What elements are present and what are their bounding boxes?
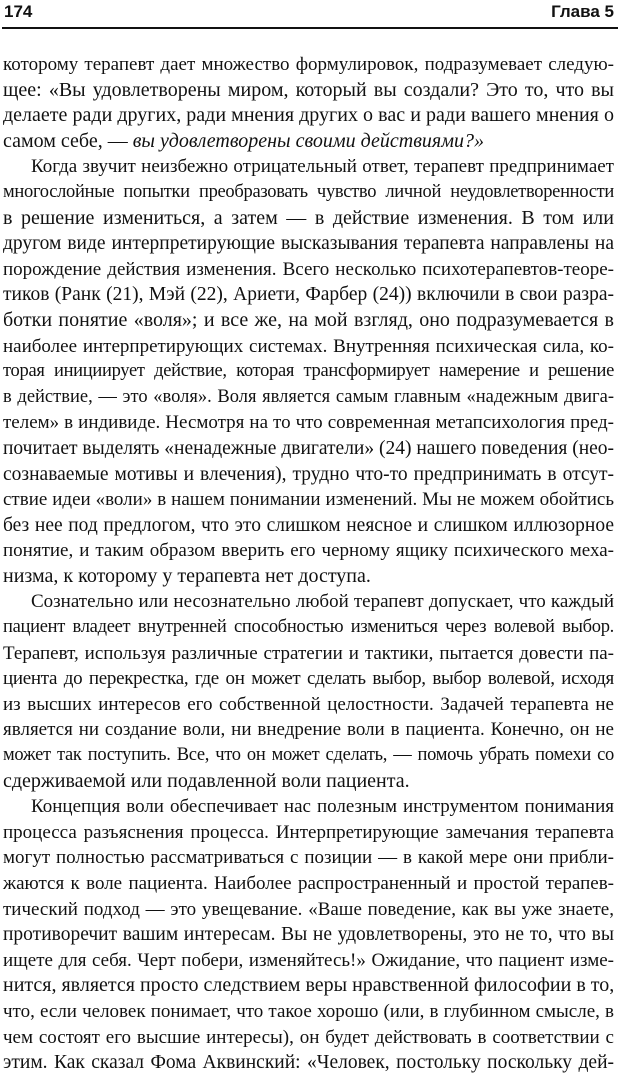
text-line: этим. Как сказал Фома Аквинский: «Человек, постольку поскольку дей- bbox=[3, 1052, 614, 1074]
text-line: делаете ради других, ради мнения других о вас и ради вашего мнения о bbox=[3, 104, 614, 127]
text-line: может так поступить. Все, что он может сделать, — помочь убрать помехи со bbox=[3, 745, 614, 766]
text-line: процесса разъяснения процесса. Интерпретирующие замечания терапевта bbox=[3, 821, 614, 843]
text-line: торая инициирует действие, которая трансформирует намерение и решение bbox=[3, 361, 614, 382]
header-rule bbox=[2, 27, 618, 29]
text-line: которому терапевт дает множество формулировок, подразумевает следую- bbox=[3, 54, 614, 75]
text-line: низма, к которому у терапевта нет доступа. bbox=[3, 564, 371, 587]
text-line: жаются к воле пациента. Наиболее распространенный и простой терапев- bbox=[3, 873, 614, 894]
text-line: в действие, — это «воля». Воля является самым главным «надежным двига- bbox=[3, 386, 614, 407]
text-line: чем состоят его высшие интересы), он будет действовать в соответствии с bbox=[3, 1026, 614, 1048]
text-line: что, если человек понимает, что такое хорошо (или, в глубинном смысле, в bbox=[3, 1000, 614, 1022]
text-line: является ни создание воли, ни внедрение воли в пациента. Конечно, он не bbox=[3, 719, 614, 741]
paragraph-start-line: Концепция воли обеспечивает нас полезным инструментом понимания bbox=[31, 796, 614, 818]
text-line: тический подход — это увещевание. «Ваше поведение, как вы уже знаете, bbox=[3, 898, 614, 920]
text-line: понятие, и таким образом вверить его черному ящику психического меха- bbox=[3, 540, 614, 562]
text-line: ствие идеи «воли» в нашем понимании изменений. Мы не можем обойтись bbox=[3, 489, 614, 511]
text-line: Терапевт, используя различные стратегии и тактики, пытается довести па- bbox=[3, 642, 614, 664]
chapter-title: Глава 5 bbox=[551, 2, 614, 21]
text-line: телем» в индивиде. Несмотря на то что современная метапсихология пред- bbox=[3, 412, 614, 434]
text-segment: самом себе, — bbox=[3, 129, 133, 152]
emphasis-text: вы удовлетворены своими действиями?» bbox=[132, 129, 484, 152]
text-line: ботки понятие «воля»; и все же, на мой взгляд, оно подразумевается в bbox=[3, 308, 614, 331]
text-line: из высших интересов его собственной целостности. Задачей терапевта не bbox=[3, 693, 614, 715]
text-line: противоречит вашим интересам. Вы не удовлетворены, это не то, что вы bbox=[3, 924, 614, 946]
text-line: пациент владеет внутренней способностью измениться через волевой выбор. bbox=[3, 617, 614, 638]
text-line: почитает выделять «ненадежные двигатели» (24) нашего поведения (нео- bbox=[3, 437, 615, 459]
text-line: щее: «Вы удовлетворены миром, который вы создали? Это то, что вы bbox=[3, 78, 614, 101]
text-line: сдерживаемой или подавленной воли пациента. bbox=[3, 769, 410, 792]
text-line: могут полностью рассматриваться с позиции — в какой мере они прибли- bbox=[3, 847, 614, 869]
text-line: наиболее интерпретирующих системах. Внутренняя психическая сила, ко- bbox=[3, 335, 614, 357]
text-line: другом виде интерпретирующие высказывания терапевта направлены на bbox=[3, 233, 614, 255]
text-line: тиков (Ранк (21), Мэй (22), Ариети, Фарбер (24)) включили в свои разра- bbox=[3, 284, 614, 306]
text-line: в решение измениться, а затем — в действие изменения. В том или bbox=[3, 206, 614, 229]
text-line: порождение действия изменения. Всего несколько психотерапевтов-теоре- bbox=[3, 258, 614, 280]
text-line: циента до перекрестка, где он может сделать выбор, выбор волевой, исходя bbox=[3, 668, 614, 690]
page-header bbox=[4, 2, 614, 24]
text-line: многослойные попытки преобразовать чувство личной неудовлетворенности bbox=[3, 181, 614, 202]
text-line: нится, является просто следствием веры нравственной философии в то, bbox=[3, 974, 615, 997]
paragraph-start-line: Сознательно или несознательно любой терапевт допускает, что каждый bbox=[31, 591, 614, 613]
text-line: сознаваемые мотивы и влечения), трудно что-то предпринимать в отсут- bbox=[3, 463, 614, 485]
text-line bbox=[3, 129, 614, 155]
paragraph-start-line: Когда звучит неизбежно отрицательный ответ, терапевт предпринимает bbox=[31, 156, 614, 178]
body-text bbox=[3, 52, 614, 1076]
page-number: 174 bbox=[4, 2, 33, 21]
text-line: ищете для себя. Черт побери, изменяйтесь!» Ожидание, что пациент изме- bbox=[3, 949, 614, 971]
text-line: без нее под предлогом, что это слишком неясное и слишком иллюзорное bbox=[3, 514, 614, 536]
